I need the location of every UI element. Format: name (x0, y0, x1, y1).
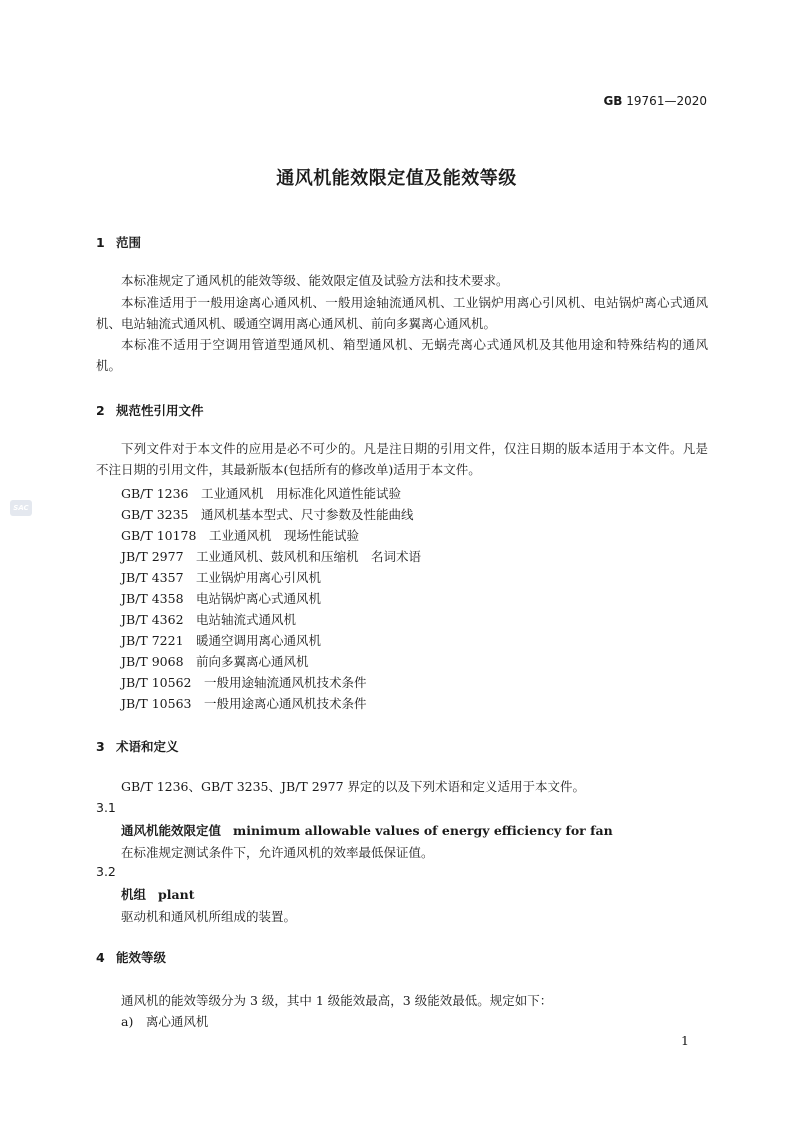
term-number: 3.1 (96, 800, 116, 815)
section-1-heading: 1 范围 (96, 235, 142, 250)
section-3-intro: GB/T 1236、GB/T 3235、JB/T 2977 界定的以及下列术语和定义适用于本文件。 (121, 779, 586, 794)
section-2-heading: 2 规范性引用文件 (96, 403, 204, 418)
section-4-intro: 通风机的能效等级分为 3 级，其中 1 级能效最高，3 级能效最低。规定如下： (121, 993, 553, 1008)
term-definition: 在标准规定测试条件下，允许通风机的效率最低保证值。 (121, 845, 434, 860)
term-number: 3.2 (96, 864, 116, 879)
reference-item: JB/T 10562 一般用途轴流通风机技术条件 (121, 675, 367, 690)
page-number: 1 (681, 1033, 689, 1048)
term-heading: 机组 plant (121, 887, 195, 902)
reference-item: JB/T 4362 电站轴流式通风机 (121, 612, 297, 627)
reference-item: GB/T 10178 工业通风机 现场性能试验 (121, 528, 359, 543)
section-2-intro: 下列文件对于本文件的应用是必不可少的。凡是注日期的引用文件，仅注日期的版本适用于本文件。凡是不注日期的引用文件，其最新版本(包括所有的修改单)适用于本文件。 (96, 441, 708, 477)
section-3-heading: 3 术语和定义 (96, 739, 179, 754)
reference-item: GB/T 1236 工业通风机 用标准化风道性能试验 (121, 486, 402, 501)
section-1-paragraph-2: 本标准适用于一般用途离心通风机、一般用途轴流通风机、工业锅炉用离心引风机、电站锅炉离心式通风机、电站轴流式通风机、暖通空调用离心通风机、前向多翼离心通风机。 (96, 295, 708, 331)
list-item-a: a) 离心通风机 (121, 1014, 209, 1029)
section-1-paragraph-1: 本标准规定了通风机的能效等级、能效限定值及试验方法和技术要求。 (121, 273, 509, 288)
standard-code: GB 19761—2020 (603, 94, 707, 108)
reference-item: JB/T 10563 一般用途离心通风机技术条件 (121, 696, 367, 711)
term-heading: 通风机能效限定值 minimum allowable values of energy efficiency for fan (121, 823, 613, 838)
term-definition: 驱动机和通风机所组成的装置。 (121, 909, 297, 924)
section-1-paragraph-3: 本标准不适用于空调用管道型通风机、箱型通风机、无蜗壳离心式通风机及其他用途和特殊结构的通风机。 (96, 337, 708, 373)
sac-watermark: SAC (10, 500, 32, 516)
reference-item: GB/T 3235 通风机基本型式、尺寸参数及性能曲线 (121, 507, 414, 522)
reference-item: JB/T 4358 电站锅炉离心式通风机 (121, 591, 322, 606)
reference-item: JB/T 7221 暖通空调用离心通风机 (121, 633, 322, 648)
section-4-heading: 4 能效等级 (96, 950, 167, 965)
reference-item: JB/T 4357 工业锅炉用离心引风机 (121, 570, 322, 585)
document-title: 通风机能效限定值及能效等级 (276, 168, 517, 189)
reference-item: JB/T 9068 前向多翼离心通风机 (121, 654, 309, 669)
reference-item: JB/T 2977 工业通风机、鼓风机和压缩机 名词术语 (121, 549, 422, 564)
